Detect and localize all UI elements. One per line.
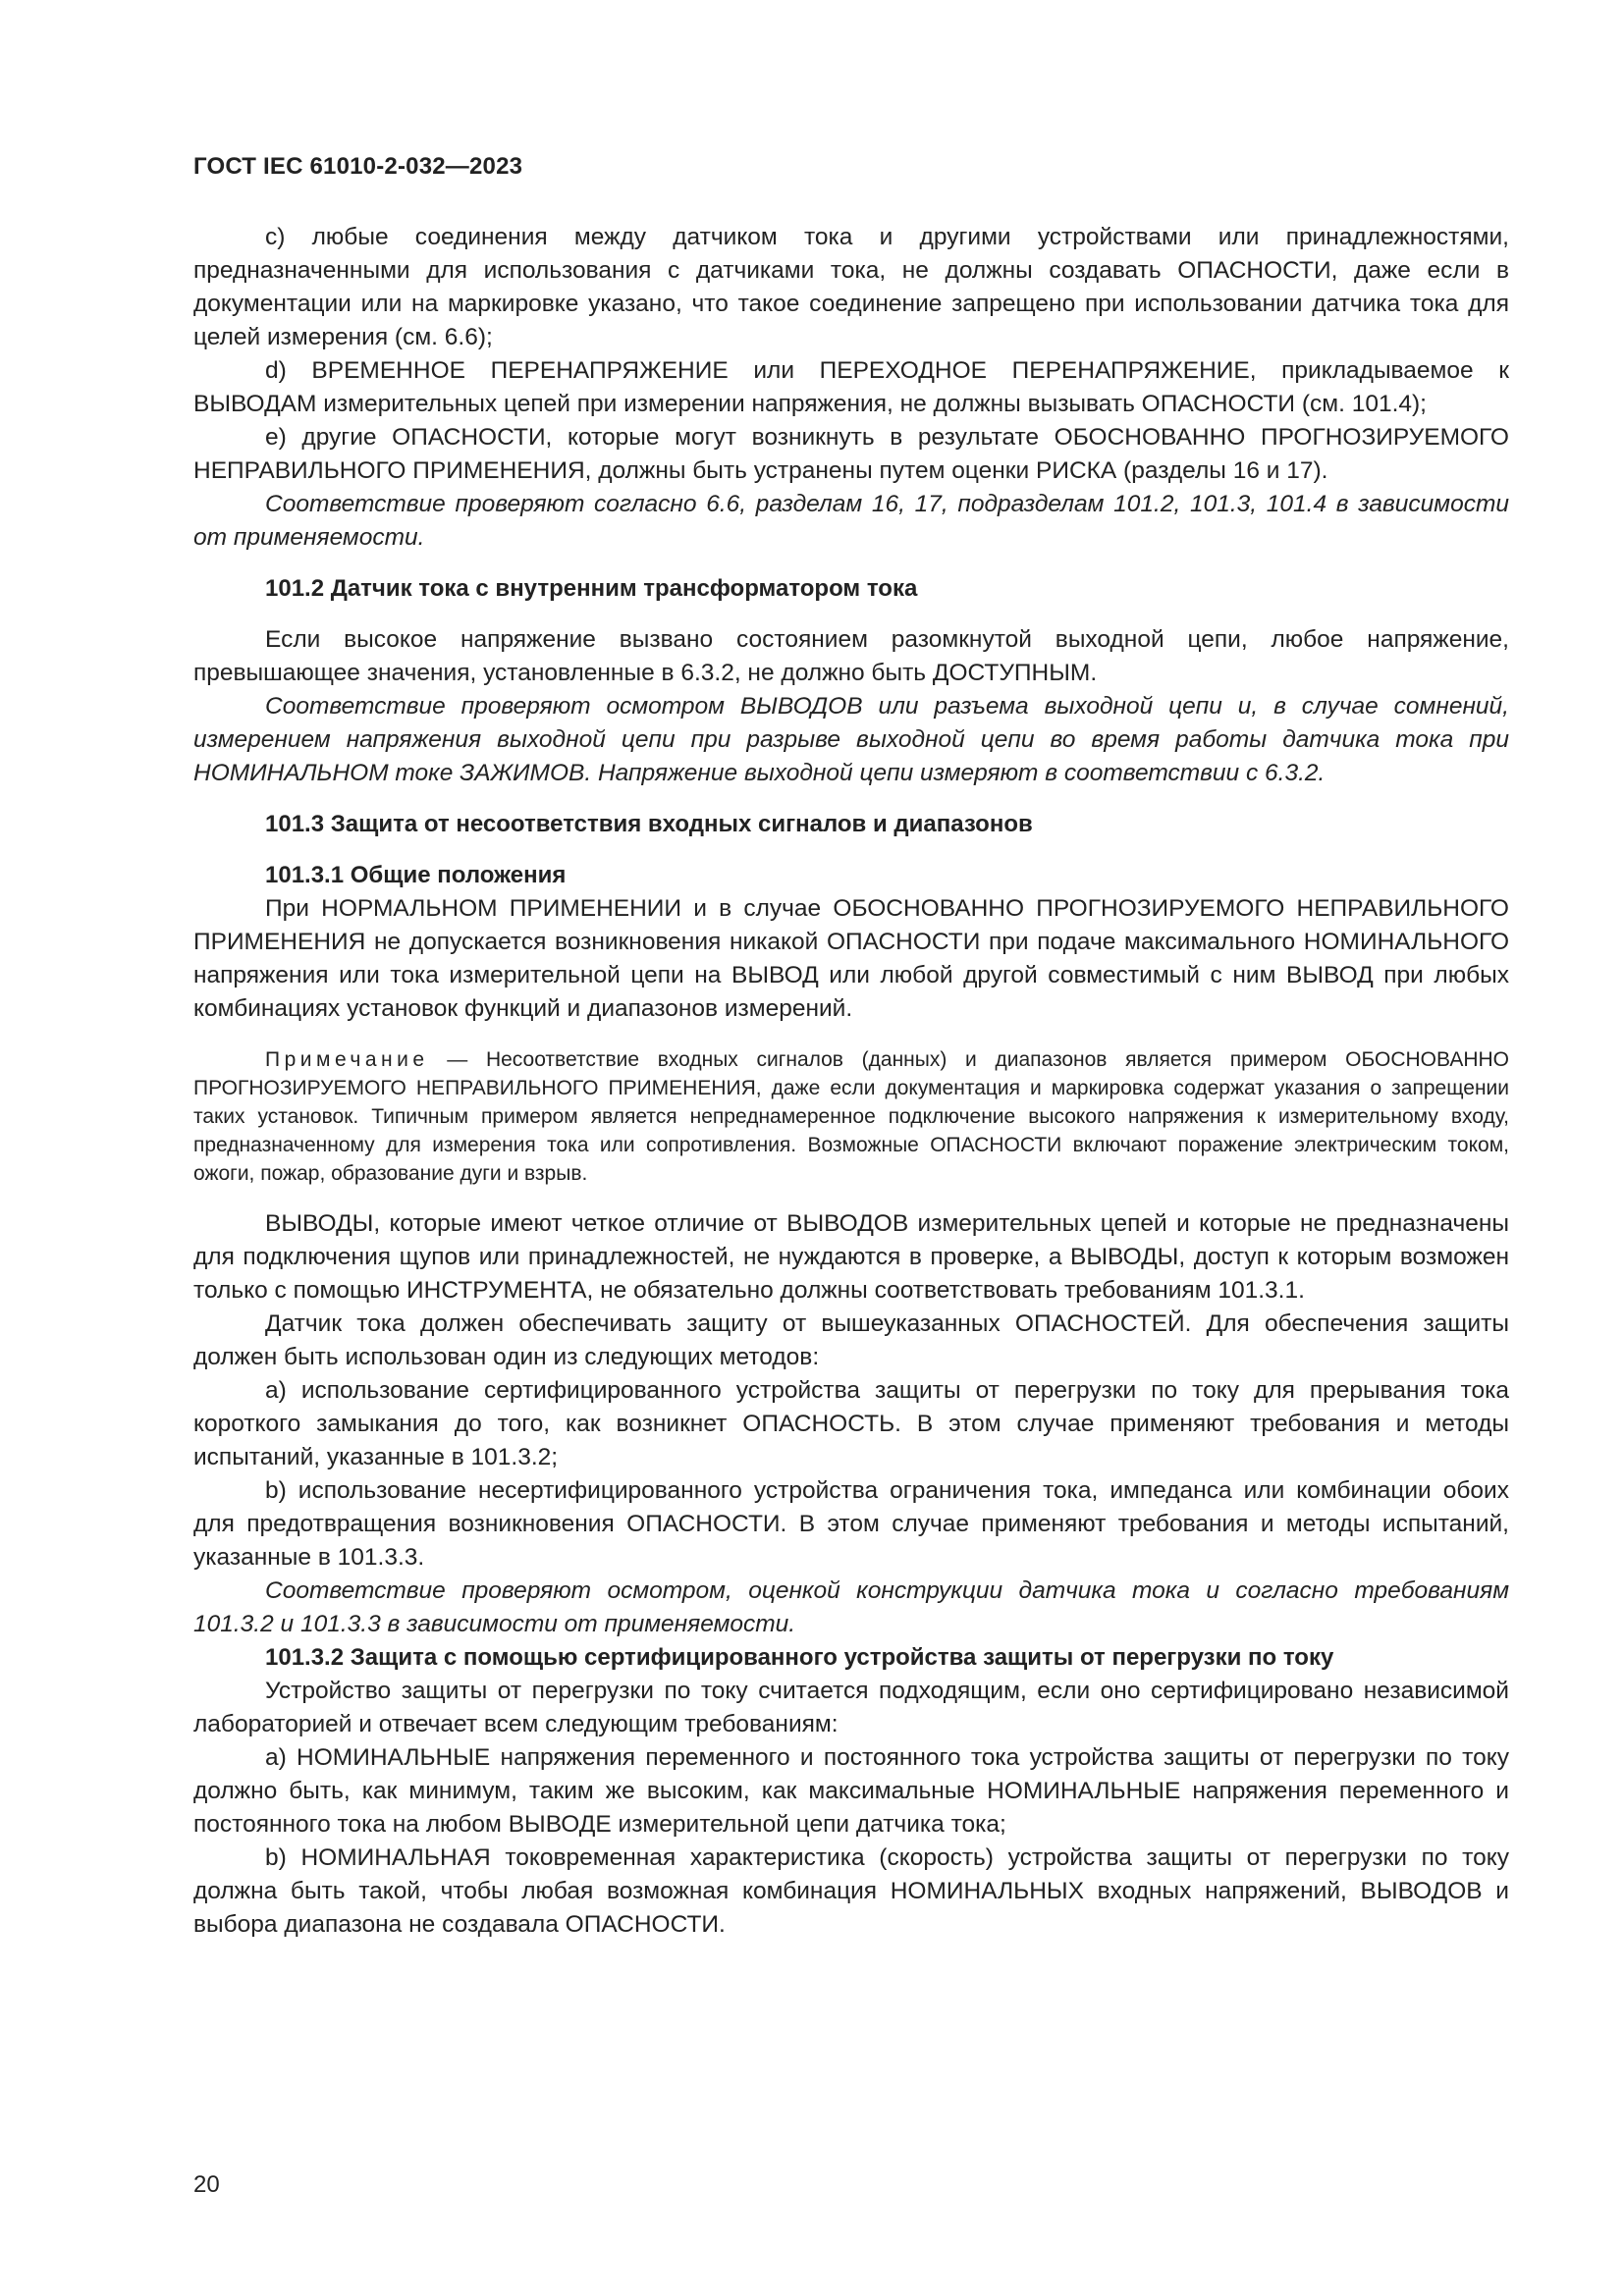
paragraph: Если высокое напряжение вызвано состоянием разомкнутой выходной цепи, любое напряжение, превышающее значения, установленные в 6.3.2, не должно быть ДОСТУПНЫМ. xyxy=(193,626,1509,686)
paragraph: ВЫВОДЫ, которые имеют четкое отличие от ВЫВОДОВ измерительных цепей и которые не предназначены для подключения щупов или принадлежностей, не нуждаются в проверке, а ВЫВОДЫ, доступ к которым возможен только с помощью ИНСТРУМЕНТА, не обязательно должны соответствовать требованиям 101.3.1. xyxy=(193,1210,1509,1304)
paragraph: При НОРМАЛЬНОМ ПРИМЕНЕНИИ и в случае ОБОСНОВАННО ПРОГНОЗИРУЕМОГО НЕПРАВИЛЬНОГО ПРИМЕНЕНИЯ не допускается возникновения никакой ОПАСНОСТИ при подаче максимального НОМИНАЛЬНОГО напряжения или тока измерительной цепи на ВЫВОД или любой другой совместимый с ним ВЫВОД при любых комбинациях установок функций и диапазонов измерений. xyxy=(193,895,1509,1022)
document-header: ГОСТ IEC 61010-2-032—2023 xyxy=(193,153,523,180)
compliance-note: Соответствие проверяют осмотром, оценкой конструкции датчика тока и согласно требованиям 101.3.2 и 101.3.3 в зависимости от применяемости. xyxy=(193,1577,1509,1637)
paragraph-item-a: a) использование сертифицированного устройства защиты от перегрузки по току для прерывания тока короткого замыкания до того, как возникнет ОПАСНОСТЬ. В этом случае применяют требования и методы испытаний, указанные в 101.3.2; xyxy=(193,1377,1509,1470)
paragraph: Датчик тока должен обеспечивать защиту от вышеуказанных ОПАСНОСТЕЙ. Для обеспечения защиты должен быть использован один из следующих методов: xyxy=(193,1310,1509,1370)
paragraph-item-d: d) ВРЕМЕННОЕ ПЕРЕНАПРЯЖЕНИЕ или ПЕРЕХОДНОЕ ПЕРЕНАПРЯЖЕНИЕ, прикладываемое к ВЫВОДАМ измерительных цепей при измерении напряжения, не должны вызывать ОПАСНОСТИ (см. 101.4); xyxy=(193,357,1509,417)
document-body xyxy=(193,221,1509,1942)
note-text: — Несоответствие входных сигналов (данных) и диапазонов является примером ОБОСНОВАННО ПРОГНОЗИРУЕМОГО НЕПРАВИЛЬНОГО ПРИМЕНЕНИЯ, даже если документация и маркировка содержат указания о запрещении таких установок. Типичным примером является непреднамеренное подключение высокого напряжения к измерительному входу, предназначенному для измерения тока или сопротивления. Возможные ОПАСНОСТИ включают поражение электрическим током, ожоги, пожар, образование дуги и взрыв. xyxy=(193,1048,1509,1185)
section-heading-101-2: 101.2 Датчик тока с внутренним трансформатором тока xyxy=(265,575,918,602)
paragraph: Устройство защиты от перегрузки по току считается подходящим, если оно сертифицировано независимой лабораторией и отвечает всем следующим требованиям: xyxy=(193,1678,1509,1737)
paragraph-item-e: e) другие ОПАСНОСТИ, которые могут возникнуть в результате ОБОСНОВАННО ПРОГНОЗИРУЕМОГО НЕПРАВИЛЬНОГО ПРИМЕНЕНИЯ, должны быть устранены путем оценки РИСКА (разделы 16 и 17). xyxy=(193,424,1509,484)
compliance-note: Соответствие проверяют согласно 6.6, разделам 16, 17, подразделам 101.2, 101.3, 101.4 в зависимости от применяемости. xyxy=(193,491,1509,551)
note-label: Примечание xyxy=(265,1048,429,1071)
subsection-heading-101-3-2: 101.3.2 Защита с помощью сертифицированного устройства защиты от перегрузки по току xyxy=(265,1644,1334,1671)
section-heading-101-3: 101.3 Защита от несоответствия входных сигналов и диапазонов xyxy=(265,811,1033,837)
page-number: 20 xyxy=(193,2171,220,2198)
note xyxy=(193,1045,1509,1188)
subsection-heading-101-3-1: 101.3.1 Общие положения xyxy=(265,862,567,888)
paragraph-item-a: a) НОМИНАЛЬНЫЕ напряжения переменного и постоянного тока устройства защиты от перегрузки по току должно быть, как минимум, таким же высоким, как максимальные НОМИНАЛЬНЫЕ напряжения переменного и постоянного тока на любом ВЫВОДЕ измерительной цепи датчика тока; xyxy=(193,1744,1509,1838)
compliance-note: Соответствие проверяют осмотром ВЫВОДОВ или разъема выходной цепи и, в случае сомнений, измерением напряжения выходной цепи при разрыве выходной цепи во время работы датчика тока при НОМИНАЛЬНОМ токе ЗАЖИМОВ. Напряжение выходной цепи измеряют в соответствии с 6.3.2. xyxy=(193,693,1509,786)
paragraph-item-b: b) использование несертифицированного устройства ограничения тока, импеданса или комбинации обоих для предотвращения возникновения ОПАСНОСТИ. В этом случае применяют требования и методы испытаний, указанные в 101.3.3. xyxy=(193,1477,1509,1571)
paragraph-item-b: b) НОМИНАЛЬНАЯ токовременная характеристика (скорость) устройства защиты от перегрузки по току должна быть такой, чтобы любая возможная комбинация НОМИНАЛЬНЫХ входных напряжений, ВЫВОДОВ и выбора диапазона не создавала ОПАСНОСТИ. xyxy=(193,1844,1509,1938)
paragraph-item-c: c) любые соединения между датчиком тока и другими устройствами или принадлежностями, предназначенными для использования с датчиками тока, не должны создавать ОПАСНОСТИ, даже если в документации или на маркировке указано, что такое соединение запрещено при использовании датчика тока для целей измерения (см. 6.6); xyxy=(193,224,1509,350)
